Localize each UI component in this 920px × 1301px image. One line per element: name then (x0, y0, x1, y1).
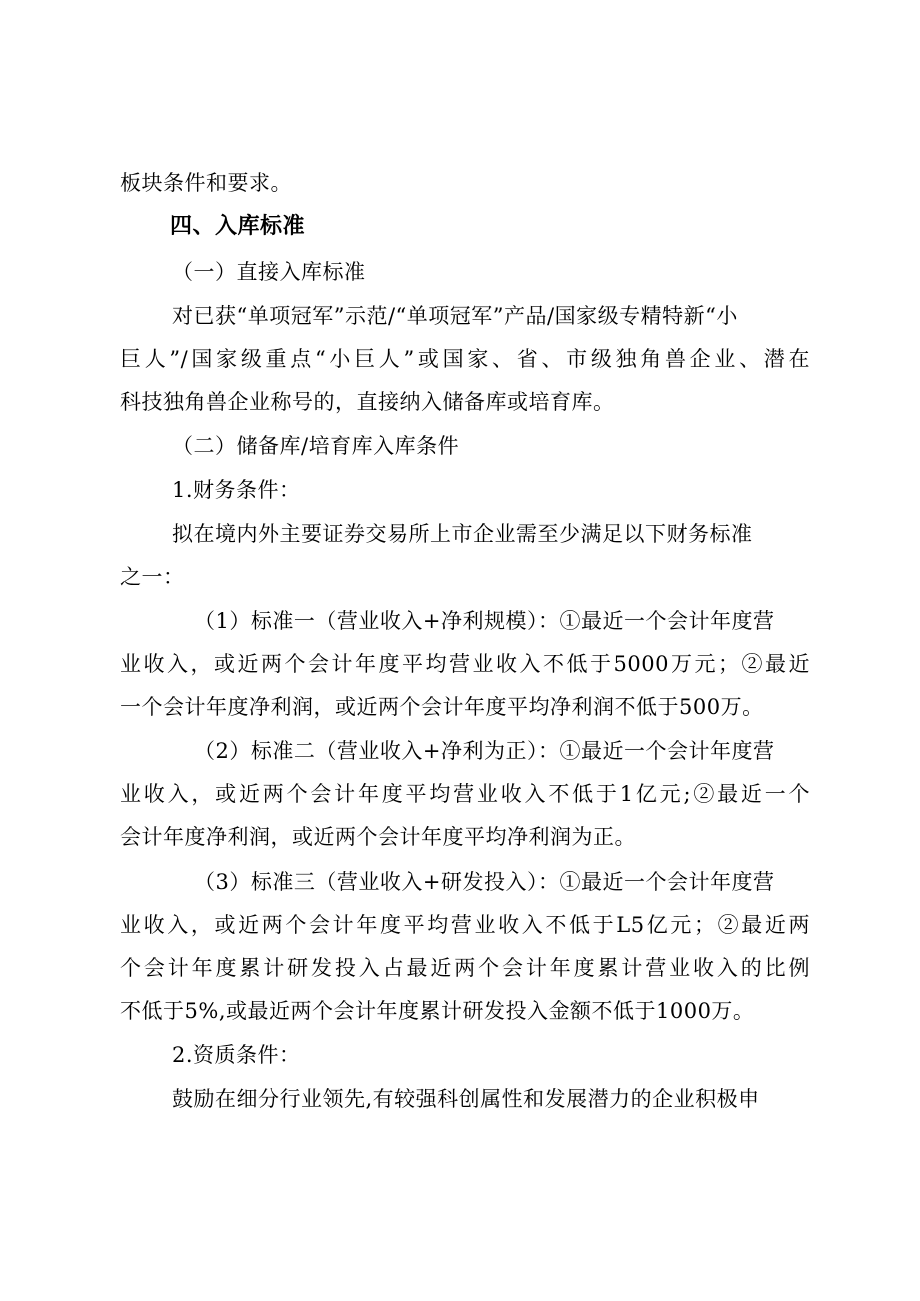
paragraph-line: 对已获“单项冠军”示范/“单项冠军”产品/国家级专精特新“小 (172, 304, 738, 328)
paragraph-line: 个会计年度累计研发投入占最近两个会计年度累计营业收入的比例 (120, 956, 810, 980)
paragraph-line: 巨人”/国家级重点“小巨人”或国家、省、市级独角兽企业、潜在 (120, 347, 810, 371)
paragraph-line: 不低于5%,或最近两个会计年度累计研发投入金额不低于1000万。 (120, 999, 755, 1023)
paragraph-line: 板块条件和要求。 (120, 171, 292, 195)
subsection-heading: （一）直接入库标准 (172, 260, 366, 284)
paragraph-line: 鼓励在细分行业领先,有较强科创属性和发展潜力的企业积极申 (172, 1087, 760, 1111)
paragraph-line: 科技独角兽企业称号的，直接纳入储备库或培育库。 (120, 390, 615, 414)
paragraph-line: 业收入，或近两个会计年度平均营业收入不低于5000万元；②最近 (120, 652, 810, 676)
subsection-heading: （二）储备库/培育库入库条件 (172, 434, 460, 458)
numbered-heading: 1.财务条件： (172, 478, 301, 502)
numbered-heading: 2.资质条件： (172, 1043, 301, 1067)
paragraph-line: 业收入，或近两个会计年度平均营业收入不低于1亿元;②最近一个 (120, 782, 810, 806)
paragraph-line: （3）标准三（营业收入+研发投入）：①最近一个会计年度营 (194, 870, 775, 894)
paragraph-line: （1）标准一（营业收入+净利规模）：①最近一个会计年度营 (194, 609, 775, 633)
paragraph-line: 业收入，或近两个会计年度平均营业收入不低于L5亿元；②最近两 (120, 913, 810, 937)
section-heading: 四、入库标准 (170, 214, 306, 239)
paragraph-line: 会计年度净利润，或近两个会计年度平均净利润为正。 (120, 825, 636, 849)
paragraph-line: （2）标准二（营业收入+净利为正）：①最近一个会计年度营 (194, 739, 775, 763)
paragraph-line: 拟在境内外主要证券交易所上市企业需至少满足以下财务标准 (172, 522, 753, 546)
paragraph-line: 一个会计年度净利润，或近两个会计年度平均净利润不低于500万。 (120, 695, 764, 719)
paragraph-line: 之一： (120, 565, 185, 589)
